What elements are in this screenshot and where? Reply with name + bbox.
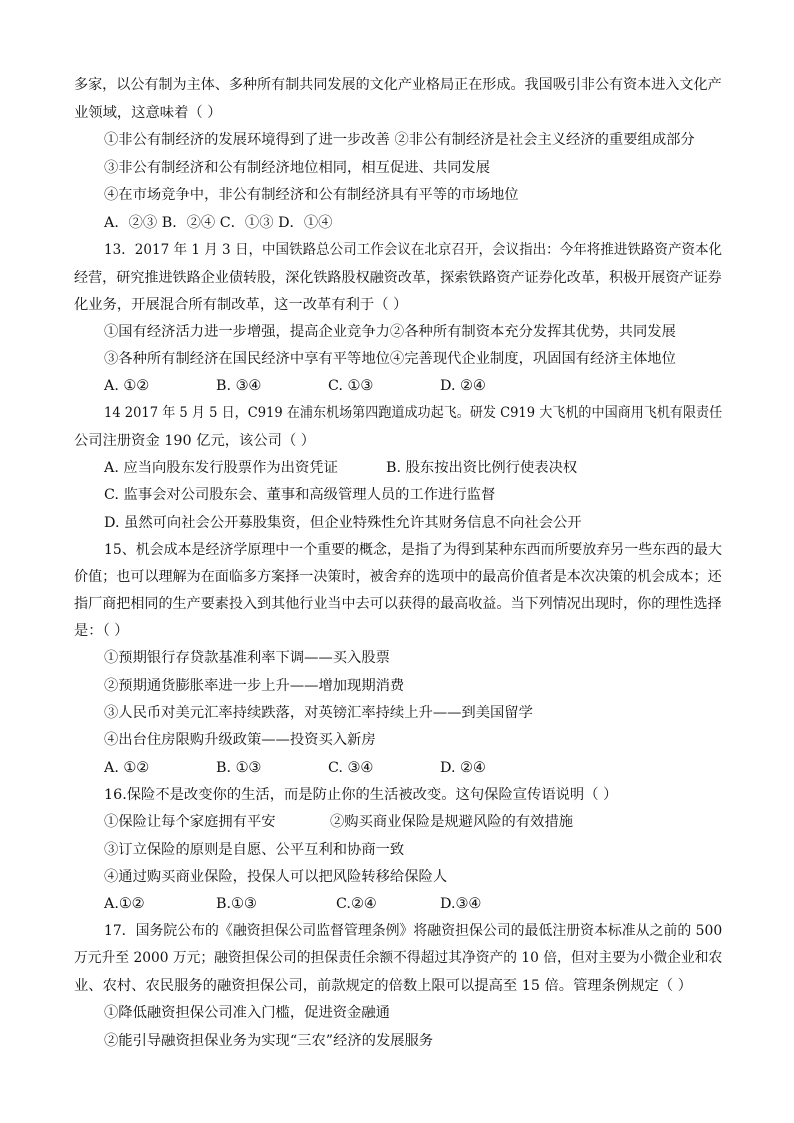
q12-stem-line-2: 业领域，这意味着（ ） [74, 105, 222, 121]
q14-option-a: A. 应当向股东发行股票作为出资凭证 [104, 460, 338, 476]
q17-stem-line-1: 17．国务院公布的《融资担保公司监督管理条例》将融资担保公司的最低注册资本标准从之前的 500 [104, 923, 723, 939]
q14-stem-line-1: 14 2017 年 5 月 5 日，C919 在浦东机场第四跑道成功起飞。研发 C919 大飞机的中国商用飞机有限责任 [104, 405, 723, 421]
q17-statement-1: ①降低融资担保公司准入门槛，促进资金融通 [104, 1005, 390, 1021]
q17-stem-line-3: 业、农村、农民服务的融资担保公司，前款规定的倍数上限可以提高至 15 倍。管理条例规定（ ） [74, 978, 692, 994]
q15-option-a: A. ①② [104, 760, 150, 776]
q13-option-d: D. ②④ [440, 378, 486, 394]
q17-stem-line-2: 万元升至 2000 万元；融资担保公司的担保责任余额不得超过其净资产的 10 倍，但对主要为小微企业和农 [74, 950, 723, 966]
q15-stem-line-1: 15、机会成本是经济学原理中一个重要的概念，是指了为得到某种东西而所要放弃另一些东西的最大 [104, 542, 722, 558]
q13-stem-line-1: 13．2017 年 1 月 3 日，中国铁路总公司工作会议在北京召开，会议指出：今年将推进铁路资产资本化 [104, 242, 723, 258]
q12-statement-4: ④在市场竞争中，非公有制经济和公有制经济具有平等的市场地位 [104, 187, 519, 203]
q15-stem-line-4: 是：（ ） [74, 623, 129, 639]
q16-statement-1: ①保险让每个家庭拥有平安 [104, 814, 276, 830]
q16-statement-3: ③订立保险的原则是自愿、公平互利和协商一致 [104, 842, 405, 858]
q15-option-b: B. ①③ [216, 760, 262, 776]
q15-stem-line-2: 价值；也可以理解为在面临多方案择一决策时，被舍弃的选项中的最高价值者是本次决策的机会成本；还 [74, 569, 722, 585]
q17-statement-2: ②能引导融资担保业务为实现“三农”经济的发展服务 [104, 1033, 434, 1049]
q14-option-d: D. 虽然可向社会公开募股集资，但企业特殊性允许其财务信息不向社会公开 [104, 515, 582, 531]
q14-option-c: C. 监事会对公司股东会、董事和高级管理人员的工作进行监督 [104, 487, 496, 503]
q13-option-a: A. ①② [104, 378, 150, 394]
q13-options [104, 376, 704, 396]
q16-option-c: C.②④ [336, 896, 377, 912]
q12-statement-1-2: ①非公有制经济的发展环境得到了进一步改善 ②非公有制经济是社会主义经济的重要组成部分 [104, 132, 695, 148]
q16-statement-2: ②购买商业保险是规避风险的有效措施 [330, 814, 574, 830]
q15-statement-3: ③人民币对美元汇率持续跌落，对英镑汇率持续上升——到美国留学 [104, 705, 533, 721]
q13-option-b: B. ③④ [216, 378, 262, 394]
q14-option-b: B. 股东按出资比例行使表决权 [386, 460, 578, 476]
q12-statement-3: ③非公有制经济和公有制经济地位相同，相互促进、共同发展 [104, 160, 491, 176]
q13-option-c: C. ①③ [328, 378, 374, 394]
q12-stem-line-1: 多家，以公有制为主体、多种所有制共同发展的文化产业格局正在形成。我国吸引非公有资本进入文化产 [74, 77, 722, 93]
q15-statement-1: ①预期银行存贷款基准利率下调——买入股票 [104, 650, 390, 666]
q13-statement-1-2: ①国有经济活力进一步增强，提高企业竞争力②各种所有制资本充分发挥其优势，共同发展 [104, 324, 676, 340]
q15-option-c: C. ③④ [328, 760, 374, 776]
q15-options [104, 758, 704, 778]
q16-stem: 16.保险不是改变你的生活，而是防止你的生活被改变。这句保险宣传语说明（ ） [104, 787, 618, 803]
q14-stem-line-2: 公司注册资金 190 亿元，该公司（ ） [74, 433, 316, 449]
q16-statement-4: ④通过购买商业保险，投保人可以把风险转移给保险人 [104, 869, 448, 885]
q16-option-b: B.①③ [216, 896, 257, 912]
q16-options [104, 894, 704, 914]
q15-stem-line-3: 指厂商把相同的生产要素投入到其他行业当中去可以获得的最高收益。当下列情况出现时，你的理性选择 [74, 596, 722, 612]
q16-option-a: A.①② [104, 896, 145, 912]
q12-options: A．②③ B．②④ C．①③ D．①④ [104, 215, 333, 231]
q13-stem-line-3: 化业务，开展混合所有制改革，这一改革有利于（ ） [74, 297, 408, 313]
q15-statement-2: ②预期通货膨胀率进一步上升——增加现期消费 [104, 678, 405, 694]
q13-statement-3-4: ③各种所有制经济在国民经济中享有平等地位④完善现代企业制度，巩固国有经济主体地位 [104, 351, 676, 367]
q13-stem-line-2: 经营，研究推进铁路企业债转股，深化铁路股权融资改革，探索铁路资产证券化改革，积极开展资产证券 [74, 270, 722, 286]
q15-statement-4: ④出台住房限购升级政策——投资买入新房 [104, 732, 376, 748]
q15-option-d: D. ②④ [440, 760, 486, 776]
q16-option-d: D.③④ [440, 896, 482, 912]
